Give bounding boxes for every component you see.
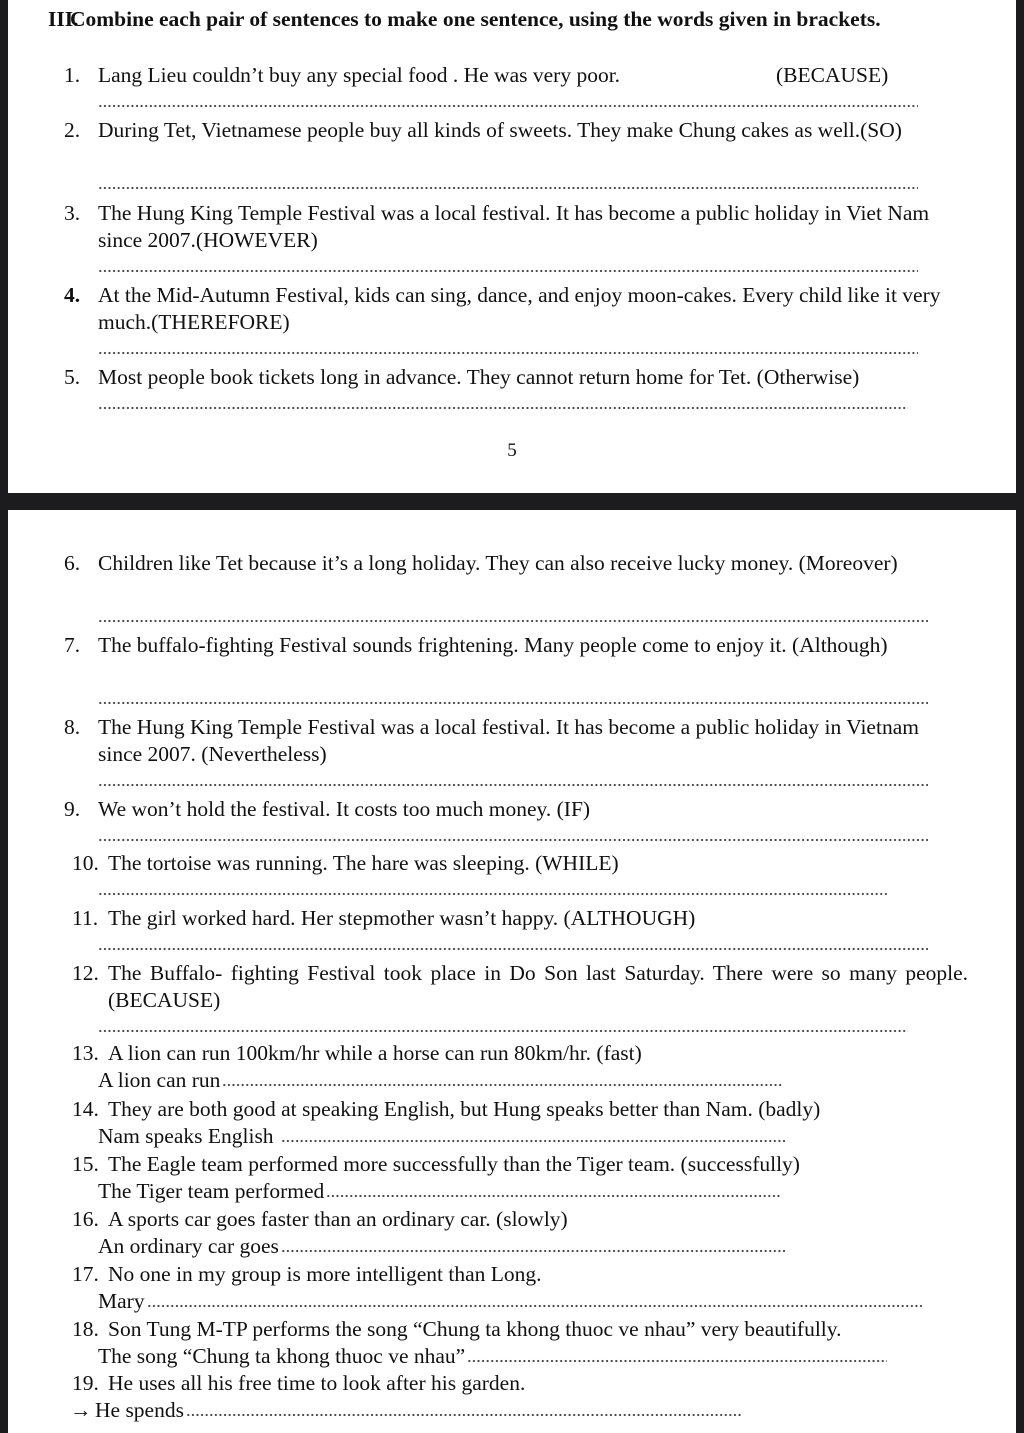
answer-dots <box>186 1413 741 1417</box>
item-number: 11. <box>72 906 99 930</box>
item-number: 2. <box>64 118 81 142</box>
item-question: The Hung King Temple Festival was a local festival. It has become a public holiday in Viet Nam since 2007.(HOWEVER) <box>98 201 930 252</box>
item-question: They are both good at speaking English, but Hung speaks better than Nam. (badly) <box>108 1097 821 1121</box>
item-number: 1. <box>64 63 81 87</box>
item-number: 7. <box>64 633 81 657</box>
answer-prompt: An ordinary car goes <box>98 1234 279 1258</box>
item-number: 10. <box>72 851 99 875</box>
item-number: 12. <box>72 961 99 985</box>
page-number: 5 <box>507 440 517 461</box>
answer-prompt: A lion can run <box>98 1068 221 1092</box>
item-number: 6. <box>64 551 81 575</box>
answer-line <box>98 1029 908 1033</box>
item-number: 4. <box>64 283 81 307</box>
answer-line <box>98 1067 782 1094</box>
item-question: A lion can run 100km/hr while a horse can run 80km/hr. (fast) <box>108 1041 642 1065</box>
item-question: Son Tung M-TP performs the song “Chung ta khong thuoc ve nhau” very beautifully. <box>108 1317 842 1341</box>
item-question: A sports car goes faster than an ordinary car. (slowly) <box>108 1207 568 1231</box>
arrow-icon: → <box>70 1398 92 1422</box>
answer-prompt: He spends <box>95 1398 184 1422</box>
answer-line <box>95 1397 741 1424</box>
answer-line <box>98 1233 786 1260</box>
answer-dots <box>147 1304 922 1308</box>
item-question: The Hung King Temple Festival was a local festival. It has become a public holiday in Vietnam since 2007. (Nevertheless) <box>98 715 919 766</box>
answer-line <box>98 269 918 273</box>
section-number: III. <box>48 7 79 31</box>
item-number: 5. <box>64 365 81 389</box>
answer-line <box>98 783 928 787</box>
answer-line <box>98 947 928 951</box>
item-question: During Tet, Vietnamese people buy all kinds of sweets. They make Chung cakes as well.(SO) <box>98 118 902 142</box>
item-number: 19. <box>72 1371 99 1395</box>
item-number: 13. <box>72 1041 99 1065</box>
item-number: 16. <box>72 1207 99 1231</box>
worksheet-page-2 <box>8 510 1016 1433</box>
item-question: He uses all his free time to look after his garden. <box>108 1371 526 1395</box>
answer-line <box>98 1343 887 1370</box>
answer-line <box>98 1288 922 1315</box>
item-question: The girl worked hard. Her stepmother wasn’t happy. (ALTHOUGH) <box>108 906 696 930</box>
item-question: No one in my group is more intelligent than Long. <box>108 1262 542 1286</box>
item-question: The Eagle team performed more successfully than the Tiger team. (successfully) <box>108 1152 800 1176</box>
item-question: Lang Lieu couldn’t buy any special food . He was very poor. <box>98 63 621 87</box>
answer-line <box>98 104 918 108</box>
item-question: We won’t hold the festival. It costs too much money. (IF) <box>98 797 591 821</box>
worksheet-page-1 <box>8 0 1016 493</box>
item-number: 3. <box>64 201 81 225</box>
item-question: The buffalo-fighting Festival sounds frightening. Many people come to enjoy it. (Although) <box>98 633 888 657</box>
item-number: 17. <box>72 1262 99 1286</box>
answer-prompt: Nam speaks English <box>98 1124 274 1148</box>
answer-line <box>98 619 928 623</box>
item-number: 14. <box>72 1097 99 1121</box>
answer-line <box>98 351 918 355</box>
item-question: Children like Tet because it’s a long holiday. They can also receive lucky money. (Moreover) <box>98 551 898 575</box>
item-number: 8. <box>64 715 81 739</box>
answer-prompt: Mary <box>98 1289 145 1313</box>
answer-dots <box>467 1359 887 1363</box>
answer-dots <box>222 1083 782 1087</box>
answer-line <box>98 1123 786 1150</box>
answer-line <box>98 892 888 896</box>
item-question: The Buffalo- fighting Festival took place in Do Son last Saturday. There were so many people. (BECAUSE) <box>108 961 968 1012</box>
item-number: 9. <box>64 797 81 821</box>
answer-line <box>98 1178 781 1205</box>
answer-prompt: The Tiger team performed <box>98 1179 325 1203</box>
item-question: The tortoise was running. The hare was sleeping. (WHILE) <box>108 851 619 875</box>
section-title: Combine each pair of sentences to make one sentence, using the words given in brackets. <box>70 7 881 31</box>
answer-prompt: The song “Chung ta khong thuoc ve nhau” <box>98 1344 466 1368</box>
item-keyword: (BECAUSE) <box>776 63 889 87</box>
answer-dots <box>281 1249 786 1253</box>
answer-line <box>98 838 928 842</box>
item-question: At the Mid-Autumn Festival, kids can sing, dance, and enjoy moon-cakes. Every child like it very much.(THEREFORE) <box>98 283 941 334</box>
answer-dots <box>281 1139 786 1143</box>
answer-line <box>98 186 918 190</box>
item-number: 15. <box>72 1152 99 1176</box>
answer-line <box>98 406 908 410</box>
answer-line <box>98 701 928 705</box>
item-number: 18. <box>72 1317 99 1341</box>
item-question: Most people book tickets long in advance. They cannot return home for Tet. (Otherwise) <box>98 365 860 389</box>
answer-dots <box>326 1194 781 1198</box>
section-heading <box>48 6 970 33</box>
